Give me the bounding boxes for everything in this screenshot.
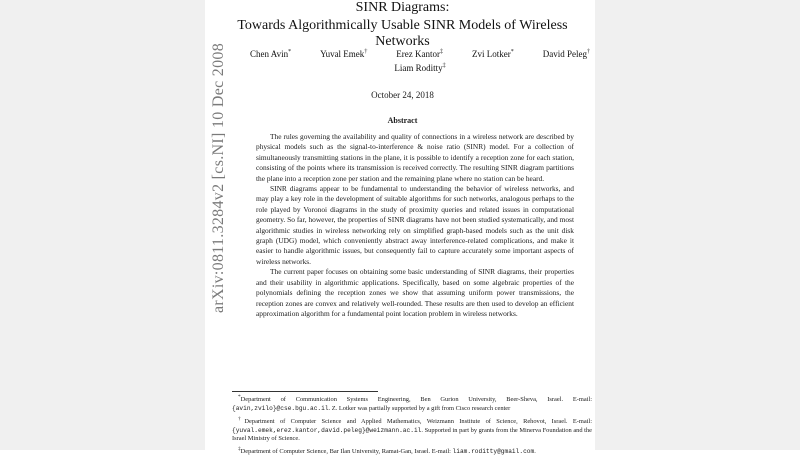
arxiv-identifier: arXiv:0811.3284v2 [cs.NI] 10 Dec 2008 [210,42,227,314]
abstract-paragraph-2: SINR diagrams appear to be fundamental to understanding the behavior of wireless networks, and may play a key role in the development of suitable algorithms for such networks, analogous perhaps to the role played by Voronoi diagrams in the study of proximity queries and related issues in computational geometry. So far, however, the properties of SINR diagrams have not been studied systematically, and most algorithmic studies in wireless networking rely on simplified graph-based models such as the unit disk graph (UDG) model, which conveniently abstract away interference-related complications, and make it easier to handle algorithmic issues, but consequently fail to capture accurately some important aspects of wireless networks. [256,184,574,266]
author: Yuval Emek† [320,49,368,59]
author: Liam Roditty‡ [394,63,446,73]
abstract-paragraph-3: The current paper focuses on obtaining some basic understanding of SINR diagrams, their properties and their usability in algorithmic applications. Specifically, based on some algebraic properties of the polynomials defining the reception zones we show that assuming uniform power transmissions, the reception zones are convex and relatively well-rounded. These results are then used to develop an efficient approximation algorithm for a fundamental point location problem in wireless networks. [256,267,574,318]
paper-date: October 24, 2018 [371,90,434,100]
author-row [250,49,590,59]
abstract-heading: Abstract [387,116,418,125]
paper-title-line-2: Towards Algorithmically Usable SINR Models of Wireless Networks [237,18,568,49]
author: David Peleg† [542,49,590,59]
footnote-rule [232,391,378,392]
author-block [250,49,590,73]
footnote: *Department of Communication Systems Engineering, Ben Gurion University, Beer-Sheva, Israel. E-mail:{avin,zvilo}@cse.bgu.ac.il. Z. Lotker was partially supported by a gift from Cisco research center [232,394,592,412]
author: Chen Avin* [250,49,292,59]
footnotes [232,393,592,458]
footnote: †Department of Computer Science and Applied Mathematics, Weizmann Institute of Science, Rehovot, Israel. E-mail: {yuval.emek,erez.kantor,david.peleg}@weizmann.ac.il. Supported in part by grants from the Minerva Foundation and the Israel Ministry of Science. [232,415,592,443]
footnote: ‡Department of Computer Science, Bar Ilan University, Ramat-Gan, Israel. E-mail: liam.roditty@gmail.com. [238,446,536,456]
author: Erez Kantor‡ [396,49,444,59]
abstract-paragraph-1: The rules governing the availability and quality of connections in a wireless network are described by physical models such as the signal-to-interference & noise ratio (SINR) model. For a collection of simultaneously transmitting stations in the plane, it is possible to identify a reception zone for each station, consisting of the points where its transmission is received correctly. The resulting SINR diagram partitions the plane into a reception zone per station and the remaining plane where no station can be heard. [256,132,574,183]
paper-title-line-1: SINR Diagrams: [355,0,450,15]
author: Zvi Lotker* [471,49,514,59]
abstract-body [256,132,574,319]
